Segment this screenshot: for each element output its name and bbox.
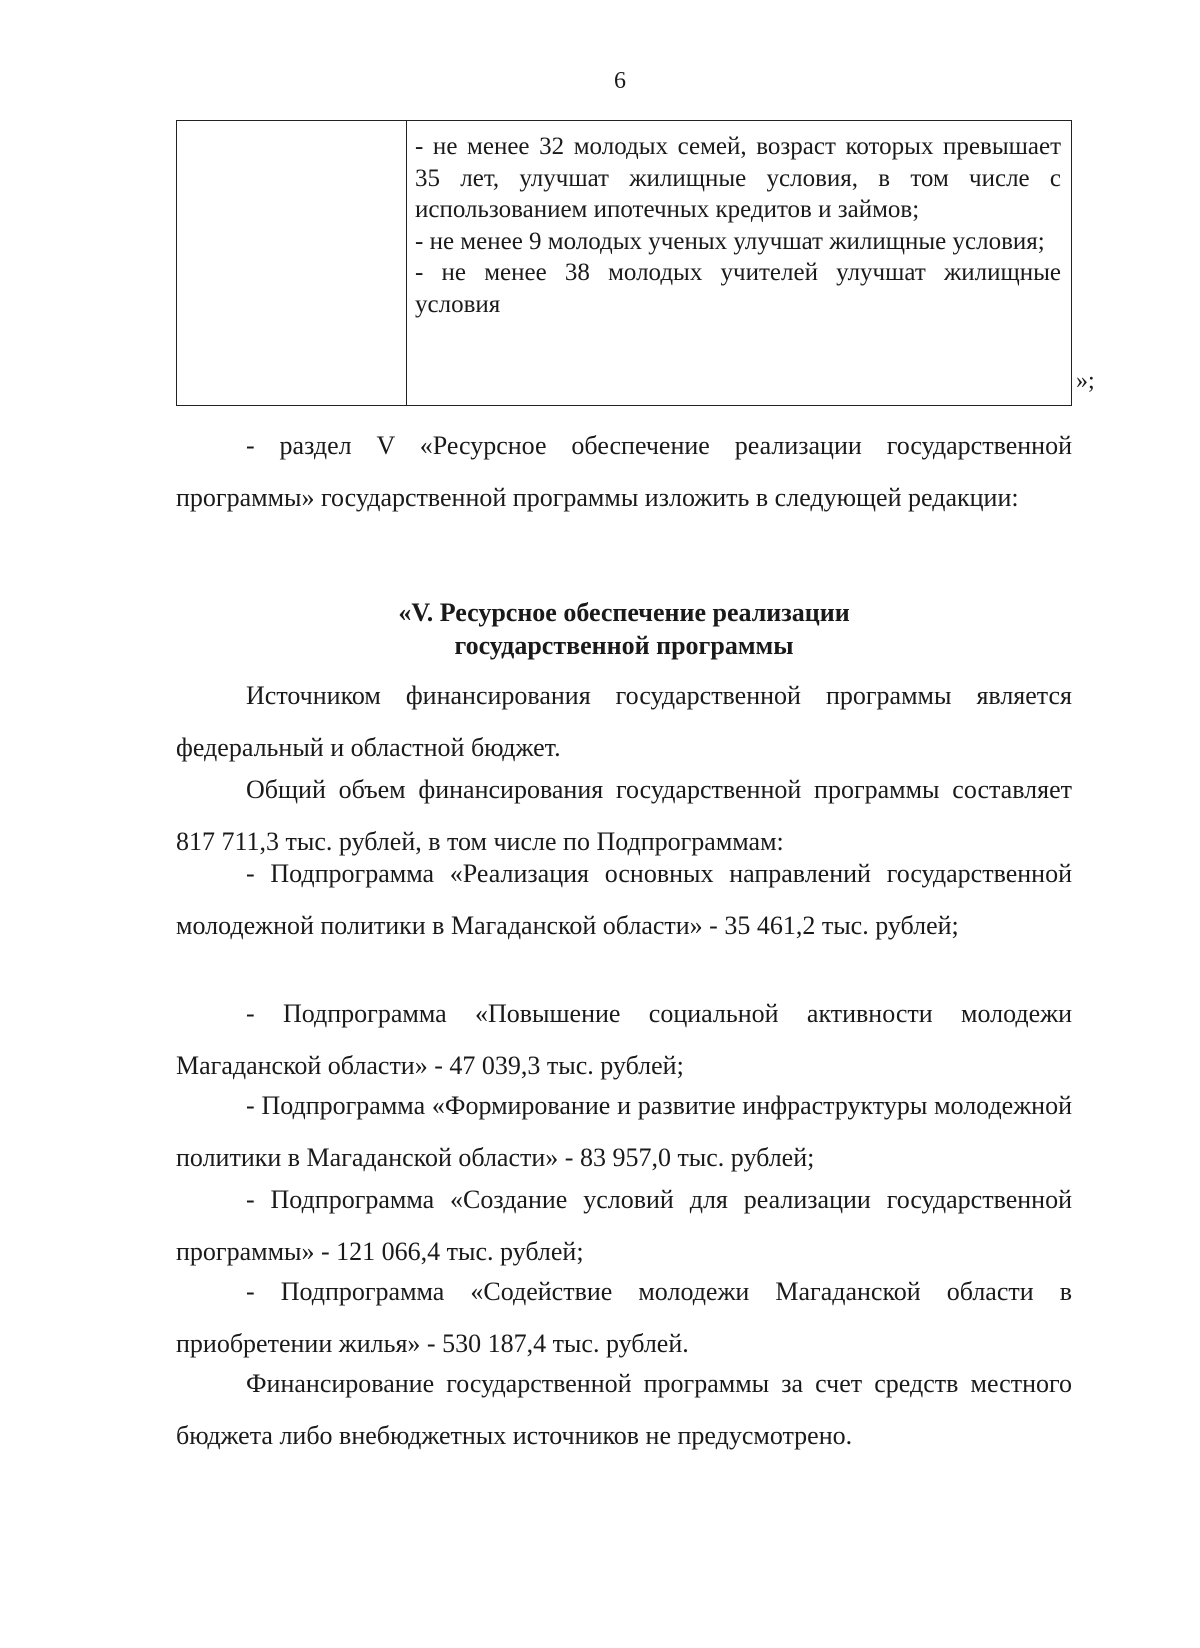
- table-content-cell: [407, 121, 1071, 405]
- paragraph-subprogram-housing: - Подпрограмма «Содействие молодежи Магаданской области в приобретении жилья» - 530 187,4 тыс. рублей.: [176, 1277, 1072, 1358]
- paragraph-funding-source: Источником финансирования государственной программы является федеральный и областной бюджет.: [176, 681, 1072, 762]
- paragraph-subprogram-youth-policy: - Подпрограмма «Реализация основных направлений государственной молодежной политики в Магаданской области» - 35 461,2 тыс. рублей;: [176, 859, 1072, 940]
- section-heading-line2: государственной программы: [454, 631, 794, 660]
- section-heading-line1: «V. Ресурсное обеспечение реализации: [398, 598, 850, 627]
- table-empty-cell: [177, 121, 407, 405]
- paragraph-subprogram-infrastructure: - Подпрограмма «Формирование и развитие инфраструктуры молодежной политики в Магаданской области» - 83 957,0 тыс. рублей;: [176, 1091, 1072, 1172]
- table-item-young-teachers: - не менее 38 молодых учителей улучшат жилищные условия: [415, 259, 1061, 318]
- table-item-young-families: - не менее 32 молодых семей, возраст которых превышает 35 лет, улучшат жилищные условия, в том числе с использованием ипотечных кредитов и займов;: [415, 133, 1061, 223]
- indicators-table: [176, 120, 1072, 406]
- paragraph-total-funding: Общий объем финансирования государственной программы составляет 817 711,3 тыс. рублей, в том числе по Подпрограммам:: [176, 775, 1072, 856]
- table-item-young-scientists: - не менее 9 молодых ученых улучшат жилищные условия;: [415, 227, 1045, 255]
- intro-paragraph: - раздел V «Ресурсное обеспечение реализации государственной программы» государственной программы изложить в следующей редакции:: [176, 431, 1072, 512]
- section-heading: [176, 596, 1072, 662]
- page-number: 6: [614, 68, 626, 94]
- paragraph-local-budget: Финансирование государственной программы за счет средств местного бюджета либо внебюджетных источников не предусмотрено.: [176, 1369, 1072, 1450]
- paragraph-subprogram-conditions: - Подпрограмма «Создание условий для реализации государственной программы» - 121 066,4 тыс. рублей;: [176, 1185, 1072, 1266]
- paragraph-subprogram-social-activity: - Подпрограмма «Повышение социальной активности молодежи Магаданской области» - 47 039,3 тыс. рублей;: [176, 999, 1072, 1080]
- table-closing-quote: »;: [1076, 368, 1095, 394]
